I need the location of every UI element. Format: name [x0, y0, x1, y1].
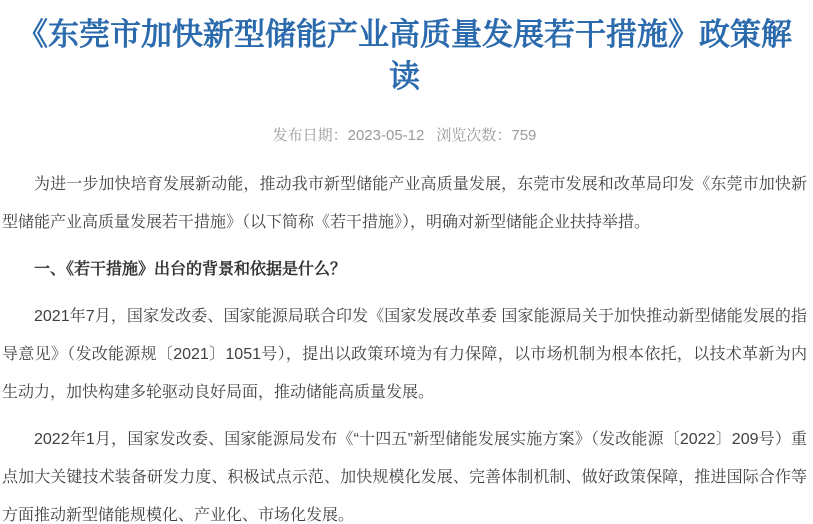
body-paragraph: 2022年1月，国家发改委、国家能源局发布《“十四五”新型储能发展实施方案》（发改能源〔2022〕209号）重点加大关键技术装备研发力度、积极试点示范、加快规模化发展、完善体制机制、做好政策保障，推进国际合作等方面推动新型储能规模化、产业化、市场化发展。 [2, 431, 807, 524]
article-body [2, 166, 807, 524]
publish-date-label: 发布日期： [272, 127, 348, 144]
page-title: 《东莞市加快新型储能产业高质量发展若干措施》政策解读 [17, 17, 792, 94]
article-meta [2, 126, 807, 146]
body-paragraph: 2021年7月，国家发改委、国家能源局联合印发《国家发展改革委 国家能源局关于加快推动新型储能发展的指导意见》（发改能源规〔2021〕1051号），提出以政策环境为有力保障，以市场机制为根本依托，以技术革新为内生动力，加快构建多轮驱动良好局面，推动储能高质量发展。 [2, 308, 807, 401]
views-count: 759 [511, 127, 537, 144]
publish-date-value: 2023-05-12 [347, 127, 425, 144]
section-heading: 一、《若干措施》出台的背景和依据是什么？ [34, 261, 347, 278]
intro-paragraph: 为进一步加快培育发展新动能，推动我市新型储能产业高质量发展，东莞市发展和改革局印发《东莞市加快新型储能产业高质量发展若干措施》（以下简称《若干措施》），明确对新型储能企业扶持举措。 [2, 176, 807, 231]
views-label: 浏览次数： [436, 127, 512, 144]
